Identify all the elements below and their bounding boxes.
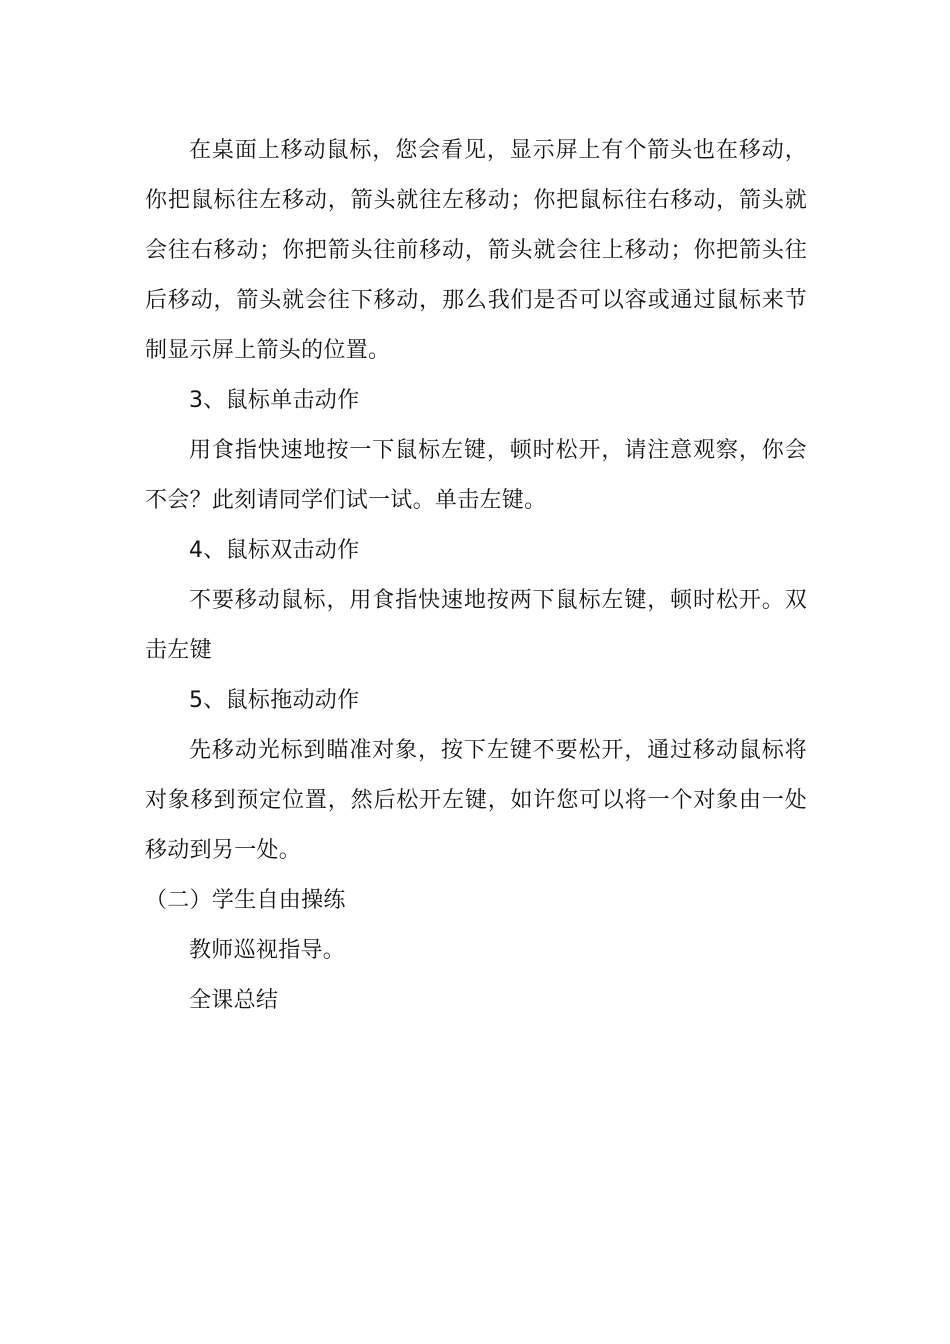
paragraph-drag: 先移动光标到瞄准对象，按下左键不要松开，通过移动鼠标将对象移到预定位置，然后松开左键，如许您可以将一个对象由一处移动到另一处。	[145, 738, 807, 863]
paragraph-mouse-move: 在桌面上移动鼠标，您会看见，显示屏上有个箭头也在移动，你把鼠标往左移动，箭头就往左移动；你把鼠标往右移动，箭头就会往右移动；你把箭头往前移动，箭头就会往上移动；你把箭头往后移动，箭头就会往下移动，那么我们是否可以容或通过鼠标来节制显示屏上箭头的位置。	[145, 138, 807, 363]
heading-double-click: 4、鼠标双击动作	[189, 538, 360, 563]
heading-drag: 5、鼠标拖动动作	[189, 688, 360, 713]
paragraph-double-click: 不要移动鼠标，用食指快速地按两下鼠标左键，顿时松开。双击左键	[145, 588, 807, 663]
paragraph-teacher-guidance: 教师巡视指导。	[189, 938, 346, 963]
heading-single-click: 3、鼠标单击动作	[189, 388, 360, 413]
document-body	[145, 126, 807, 1026]
section-heading-practice: （二）学生自由操练	[145, 888, 346, 913]
paragraph-single-click: 用食指快速地按一下鼠标左键，顿时松开，请注意观察，你会不会？此刻请同学们试一试。单击左键。	[145, 438, 807, 513]
paragraph-summary: 全课总结	[189, 988, 279, 1013]
